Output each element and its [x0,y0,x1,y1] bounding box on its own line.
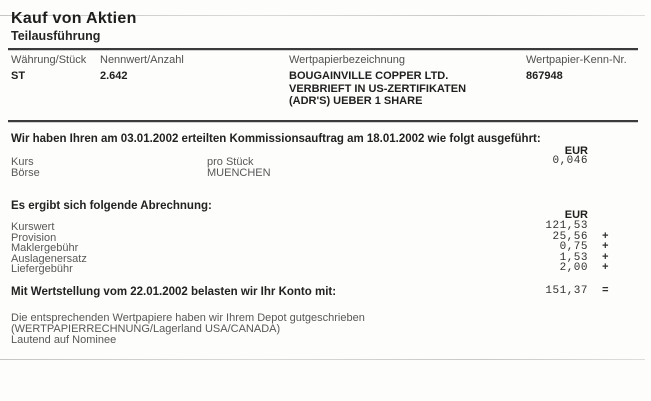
security-id-value: 867948 [526,70,563,82]
total-sign: = [602,285,609,297]
fee-label: Auslagenersatz [11,252,87,265]
fee-amount: 121,53 [545,220,588,232]
fee-amount: 0,75 [559,241,588,253]
currency-value: ST [11,70,26,82]
total-amount: 151,37 [545,285,588,297]
nominal-value: 2.642 [100,70,128,82]
total-label: Mit Wertstellung vom 22.01.2002 belasten wir Ihr Konto mit: [11,286,337,298]
bottom-faint-divider [0,359,645,360]
footer-line: Die entsprechenden Wertpapiere haben wir Ihrem Depot gutgeschrieben [11,312,365,324]
settlement-heading: Es ergibt sich folgende Abrechnung: [11,200,212,212]
price-row-detail: MUENCHEN [207,167,271,179]
column-header-security-name: Wertpapierbezeichnung [289,54,405,66]
column-header-nominal: Nennwert/Anzahl [100,54,184,66]
price-row-label: Börse [11,167,40,179]
column-header-security-id: Wertpapier-Kenn-Nr. [526,54,627,66]
price-row-label: Kurs [11,156,34,168]
fee-sign: + [602,251,609,264]
security-name-line3: (ADR'S) UEBER 1 SHARE [289,95,423,107]
security-name [289,70,466,108]
price-row-amount: 0,046 [552,155,588,167]
price-row-detail: pro Stück [207,156,254,168]
currency-header-2: EUR [564,209,588,221]
currency-header-1: EUR [564,145,588,157]
fee-label: Provision [11,231,57,244]
section-divider [8,120,638,122]
fee-sign: + [602,230,609,243]
fee-label: Maklergebühr [11,242,79,254]
fee-label: Liefergebühr [11,263,73,275]
document-subtitle: Teilausführung [11,29,101,43]
footer-line: (WERTPAPIERRECHNUNG/Lagerland USA/CANADA) [11,323,281,335]
document-title: Kauf von Aktien [11,10,137,27]
security-name-line2: VERBRIEFT IN US-ZERTIFIKATEN [289,82,467,95]
column-header-currency: Währung/Stück [11,54,87,66]
fee-amount: 2,00 [559,262,588,274]
security-name-line1: BOUGAINVILLE COPPER LTD. [289,70,449,82]
header-divider [8,48,638,50]
fee-amount: 25,56 [552,230,588,243]
fee-sign: + [602,262,609,274]
execution-note: Wir haben Ihren am 03.01.2002 erteilten Kommissionsauftrag am 18.01.2002 wie folgt ausgeführt: [11,133,541,145]
footer-line: Lautend auf Nominee [11,334,117,346]
fee-sign: + [602,241,609,253]
fee-amount: 1,53 [559,251,588,264]
fee-label: Kurswert [11,221,55,233]
